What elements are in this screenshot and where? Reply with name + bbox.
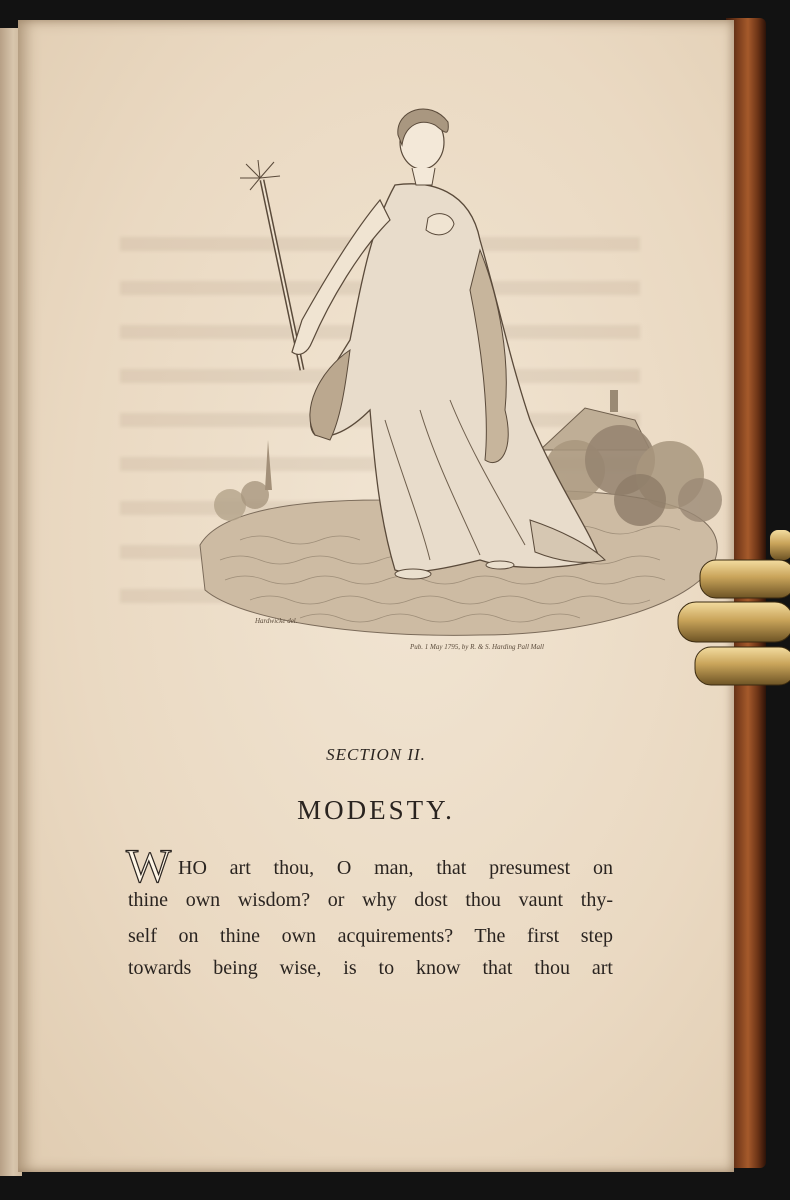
text-line-4: towards being wise, is to know that thou art — [128, 957, 613, 979]
engraving-publisher-credit: Pub. 1 May 1795, by R. & S. Harding Pall Mall — [410, 643, 544, 651]
brass-page-holder — [675, 530, 790, 690]
engraving-illustration — [180, 90, 740, 650]
text-line-1: HO art thou, O man, that presumest on — [178, 857, 613, 879]
drop-cap: W — [126, 840, 172, 893]
left-foliage — [214, 440, 272, 521]
chapter-title: MODESTY. — [297, 795, 455, 825]
staff — [240, 160, 302, 370]
text-line-2: thine own wisdom? or why dost thou vaunt thy- — [128, 889, 613, 911]
engraving-artist-credit: Hardwicke del. — [255, 617, 298, 625]
section-heading: SECTION II. — [326, 745, 426, 764]
text-line-3: self on thine own acquirements? The first step — [128, 925, 613, 947]
